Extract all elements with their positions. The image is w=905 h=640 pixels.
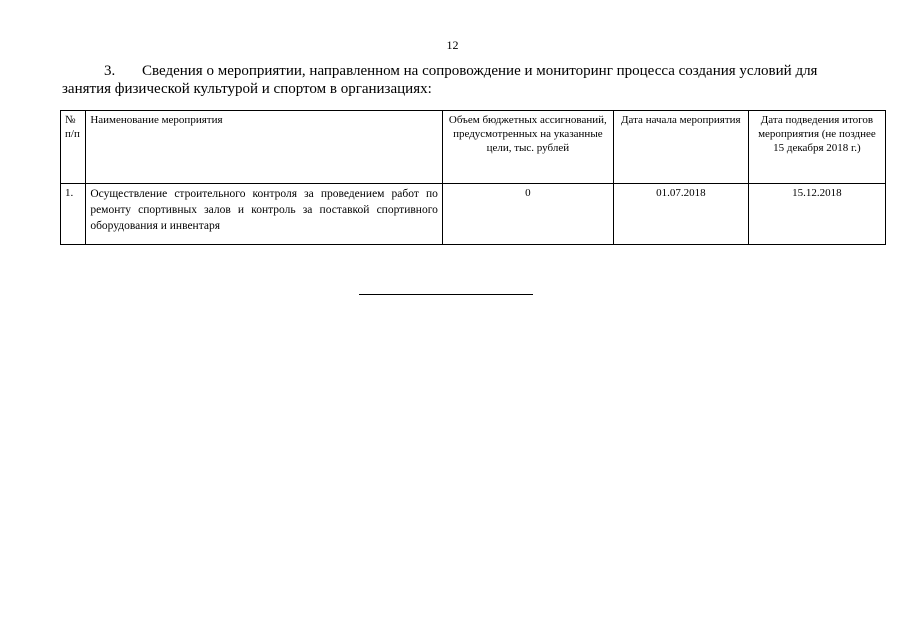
header-budget: Объем бюджетных ассигнований, предусмотренных на указанные цели, тыс. рублей xyxy=(442,111,613,184)
header-start-date: Дата начала мероприятия xyxy=(613,111,748,184)
row-budget: 0 xyxy=(442,184,613,245)
divider-line xyxy=(359,294,533,295)
measures-table xyxy=(60,110,886,245)
page-number: 12 xyxy=(446,38,459,52)
header-name: Наименование мероприятия xyxy=(86,111,443,184)
header-end-date: Дата подведения итогов мероприятия (не позднее 15 декабря 2018 г.) xyxy=(748,111,885,184)
row-start-date: 01.07.2018 xyxy=(613,184,748,245)
section-heading xyxy=(62,62,852,98)
section-title: Сведения о мероприятии, направленном на сопровождение и мониторинг процесса создания условий для занятия физической культурой и спортом в организациях: xyxy=(62,63,818,97)
section-number: 3. xyxy=(104,63,116,79)
table-row xyxy=(61,184,886,245)
row-end-date: 15.12.2018 xyxy=(748,184,885,245)
header-num: № п/п xyxy=(61,111,86,184)
table-header-row xyxy=(61,111,886,184)
row-name: Осуществление строительного контроля за проведением работ по ремонту спортивных залов и контроль за поставкой спортивного оборудования и инвентаря xyxy=(86,184,443,245)
row-num: 1. xyxy=(61,184,86,245)
